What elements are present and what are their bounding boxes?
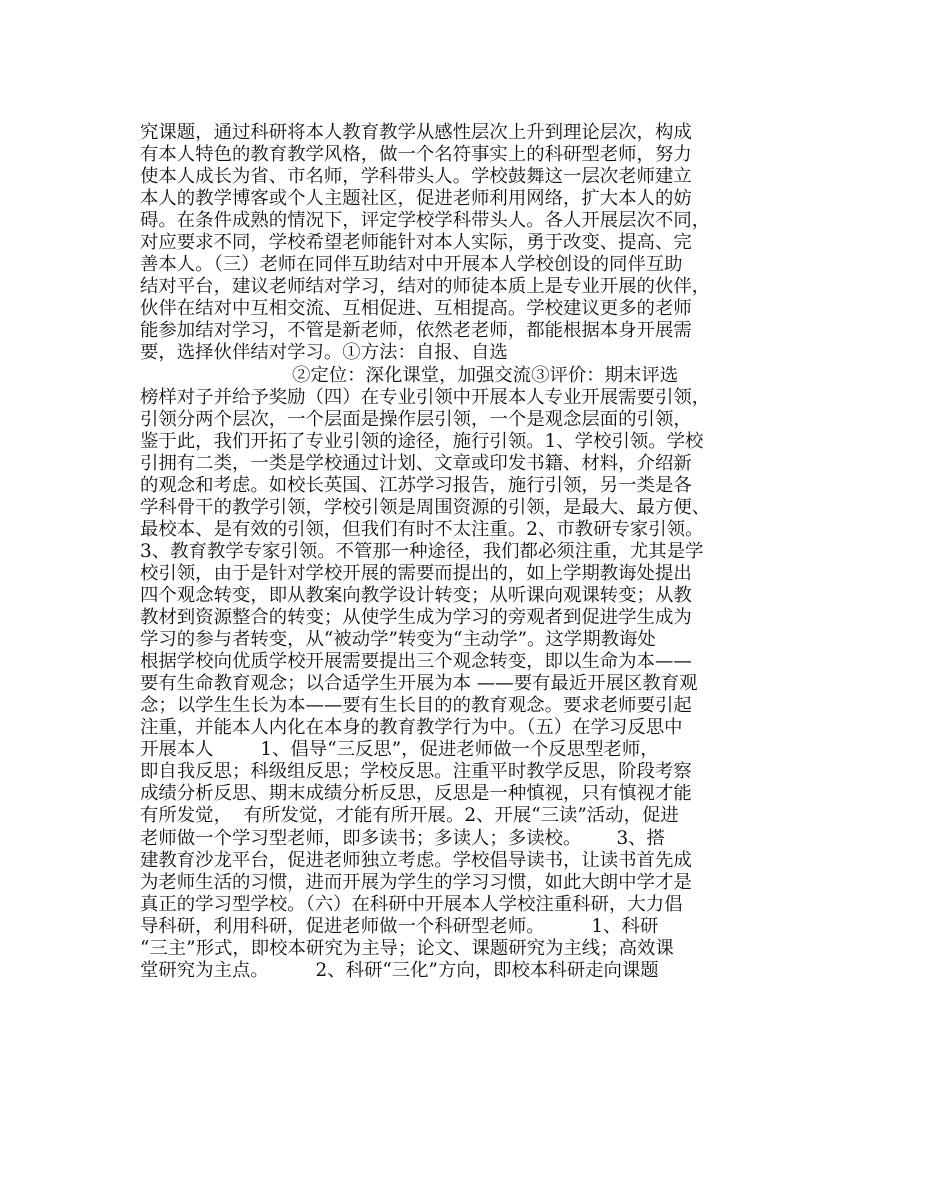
- text-line: 能参加结对学习，不管是新老师，依然老老师，都能根据本身开展需: [140, 320, 692, 342]
- text-line: 要，选择伙伴结对学习。①方法：自报、自选: [140, 342, 508, 364]
- text-line: 本人的教学博客或个人主题社区，促进老师利用网络，扩大本人的妨: [140, 188, 692, 210]
- text-line: 学习的参与者转变，从“被动学”转变为“主动学”。这学期教诲处: [140, 629, 656, 651]
- text-line: 伙伴在结对中互相交流、互相促进、互相提高。学校建议更多的老师: [140, 298, 692, 320]
- text-line: 3、教育教学专家引领。不管那一种途径，我们都必须注重，尤其是学: [140, 540, 704, 562]
- text-line: 开展本人 1、倡导“三反思”，促进老师做一个反思型老师，: [140, 739, 659, 761]
- text-line: 碍。在条件成熟的情况下，评定学校学科带头人。各人开展层次不同，: [140, 210, 711, 232]
- text-line: 使本人成长为省、市名师，学科带头人。学校鼓舞这一层次老师建立: [140, 166, 692, 188]
- text-line: 老师做一个学习型老师，即多读书；多读人；多读校。 3、搭: [140, 827, 665, 849]
- text-line: 榜样对子并给予奖励（四）在专业引领中开展本人专业开展需要引领，: [140, 386, 711, 408]
- text-line: 堂研究为主点。 2、科研“三化”方向，即校本科研走向课题: [140, 959, 659, 981]
- text-line: 要有生命教育观念；以合适学生开展为本 ——要有最近开展区教育观: [140, 673, 698, 695]
- text-line: 有所发觉， 有所发觉，才能有所开展。2、开展“三读”活动，促进: [140, 805, 679, 827]
- body-text: [140, 122, 830, 982]
- text-line: 校引领，由于是针对学校开展的需要而提出的，如上学期教诲处提出: [140, 562, 692, 584]
- text-line: 四个观念转变，即从教案向教学设计转变；从听课向观课转变；从教: [140, 584, 692, 606]
- text-line: 教材到资源整合的转变；从使学生成为学习的旁观者到促进学生成为: [140, 607, 692, 629]
- text-line: 为老师生活的习惯，进而开展为学生的学习习惯，如此大朗中学才是: [140, 871, 692, 893]
- text-line: 的观念和考虑。如校长英国、江苏学习报告，施行引领，另一类是各: [140, 474, 692, 496]
- text-line: 究课题，通过科研将本人教育教学从感性层次上升到理论层次，构成: [140, 122, 692, 143]
- text-line: 真正的学习型学校。（六）在科研中开展本人学校注重科研，大力倡: [140, 893, 683, 915]
- text-line: 鉴于此，我们开拓了专业引领的途径，施行引领。1、学校引领。学校: [140, 430, 704, 452]
- text-line: 学科骨干的教学引领，学校引领是周围资源的引领，是最大、最方便、: [140, 496, 711, 518]
- text-line: 成绩分析反思、期末成绩分析反思，反思是一种慎视，只有慎视才能: [140, 783, 692, 805]
- text-line: “三主”形式，即校本研究为主导；论文、课题研究为主线；高效课: [140, 937, 674, 959]
- text-line: 根据学校向优质学校开展需要提出三个观念转变，即以生命为本——: [140, 651, 692, 673]
- text-line: 善本人。（三）老师在同伴互助结对中开展本人学校创设的同伴互助: [140, 254, 683, 276]
- text-line: 最校本、是有效的引领，但我们有时不太注重。2、市教研专家引领。: [140, 518, 704, 540]
- text-line: 引领分两个层次，一个层面是操作层引领，一个是观念层面的引领，: [140, 408, 692, 430]
- text-line: 注重，并能本人内化在本身的教育教学行为中。（五）在学习反思中: [140, 717, 683, 739]
- text-line: 导科研，利用科研，促进老师做一个科研型老师。 1、科研: [140, 915, 659, 937]
- text-line: 有本人特色的教育教学风格，做一个名符事实上的科研型老师，努力: [140, 144, 692, 166]
- text-line: 对应要求不同，学校希望老师能针对本人实际，勇于改变、提高、完: [140, 232, 692, 254]
- text-line: 建教育沙龙平台，促进老师独立考虑。学校倡导读书，让读书首先成: [140, 849, 692, 871]
- text-line: 念；以学生生长为本——要有生长目的的教育观念。要求老师要引起: [140, 695, 692, 717]
- text-line: 即自我反思；科级组反思；学校反思。注重平时教学反思，阶段考察: [140, 761, 692, 783]
- text-line: ②定位：深化课堂，加强交流③评价：期末评选: [140, 364, 679, 386]
- text-line: 引拥有二类，一类是学校通过计划、文章或印发书籍、材料，介绍新: [140, 452, 692, 474]
- text-line: 结对平台，建议老师结对学习，结对的师徒本质上是专业开展的伙伴，: [140, 276, 711, 298]
